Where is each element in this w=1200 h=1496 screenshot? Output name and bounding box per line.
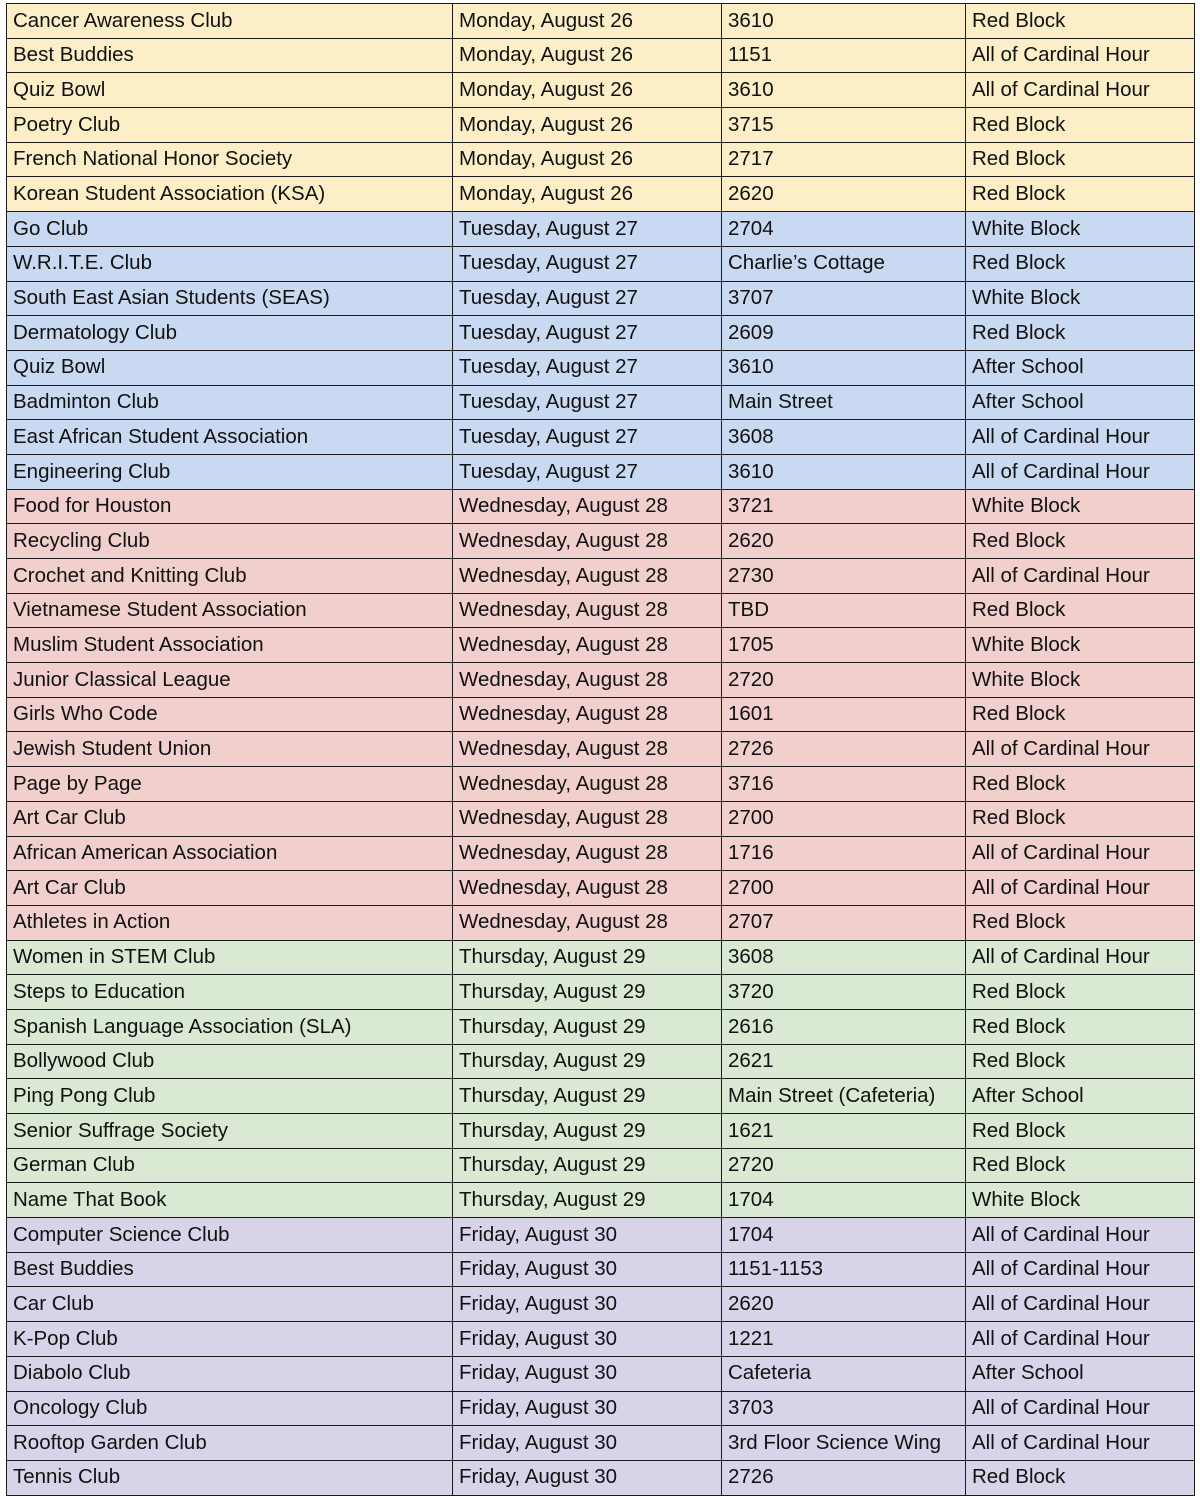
room-cell: 2616 xyxy=(722,1009,966,1044)
room-cell: 1151 xyxy=(722,38,966,73)
meeting-date-cell: Tuesday, August 27 xyxy=(453,281,722,316)
room-cell: 3716 xyxy=(722,767,966,802)
club-name-cell: Art Car Club xyxy=(7,801,453,836)
meeting-date-cell: Tuesday, August 27 xyxy=(453,212,722,247)
time-block-cell: All of Cardinal Hour xyxy=(966,73,1195,108)
time-block-cell: All of Cardinal Hour xyxy=(966,732,1195,767)
room-cell: 2717 xyxy=(722,142,966,177)
meeting-date-cell: Monday, August 26 xyxy=(453,142,722,177)
table-row xyxy=(7,732,1195,767)
table-row xyxy=(7,385,1195,420)
time-block-cell: White Block xyxy=(966,281,1195,316)
schedule-table-body xyxy=(7,4,1195,1496)
time-block-cell: All of Cardinal Hour xyxy=(966,420,1195,455)
room-cell: Main Street (Cafeteria) xyxy=(722,1079,966,1114)
table-row xyxy=(7,281,1195,316)
time-block-cell: Red Block xyxy=(966,246,1195,281)
club-name-cell: Quiz Bowl xyxy=(7,73,453,108)
time-block-cell: All of Cardinal Hour xyxy=(966,836,1195,871)
club-name-cell: Poetry Club xyxy=(7,108,453,143)
club-name-cell: Page by Page xyxy=(7,767,453,802)
meeting-date-cell: Friday, August 30 xyxy=(453,1356,722,1391)
time-block-cell: Red Block xyxy=(966,1114,1195,1149)
club-name-cell: Junior Classical League xyxy=(7,663,453,698)
meeting-date-cell: Monday, August 26 xyxy=(453,177,722,212)
meeting-date-cell: Wednesday, August 28 xyxy=(453,628,722,663)
room-cell: 1704 xyxy=(722,1183,966,1218)
time-block-cell: After School xyxy=(966,350,1195,385)
time-block-cell: All of Cardinal Hour xyxy=(966,1287,1195,1322)
time-block-cell: After School xyxy=(966,385,1195,420)
club-name-cell: Muslim Student Association xyxy=(7,628,453,663)
meeting-date-cell: Wednesday, August 28 xyxy=(453,524,722,559)
room-cell: 1705 xyxy=(722,628,966,663)
meeting-date-cell: Wednesday, August 28 xyxy=(453,905,722,940)
meeting-date-cell: Monday, August 26 xyxy=(453,4,722,39)
club-name-cell: Women in STEM Club xyxy=(7,940,453,975)
meeting-date-cell: Wednesday, August 28 xyxy=(453,801,722,836)
table-row xyxy=(7,350,1195,385)
time-block-cell: Red Block xyxy=(966,4,1195,39)
table-row xyxy=(7,454,1195,489)
table-row xyxy=(7,1287,1195,1322)
table-row xyxy=(7,905,1195,940)
club-name-cell: Senior Suffrage Society xyxy=(7,1114,453,1149)
table-row xyxy=(7,1183,1195,1218)
room-cell: 3707 xyxy=(722,281,966,316)
meeting-date-cell: Friday, August 30 xyxy=(453,1322,722,1357)
room-cell: 2720 xyxy=(722,1148,966,1183)
room-cell: TBD xyxy=(722,593,966,628)
time-block-cell: All of Cardinal Hour xyxy=(966,1426,1195,1461)
table-row xyxy=(7,697,1195,732)
time-block-cell: White Block xyxy=(966,628,1195,663)
time-block-cell: All of Cardinal Hour xyxy=(966,559,1195,594)
club-name-cell: Vietnamese Student Association xyxy=(7,593,453,628)
room-cell: 2700 xyxy=(722,871,966,906)
club-name-cell: South East Asian Students (SEAS) xyxy=(7,281,453,316)
time-block-cell: All of Cardinal Hour xyxy=(966,1252,1195,1287)
time-block-cell: Red Block xyxy=(966,801,1195,836)
table-row xyxy=(7,524,1195,559)
meeting-date-cell: Friday, August 30 xyxy=(453,1218,722,1253)
meeting-date-cell: Thursday, August 29 xyxy=(453,1079,722,1114)
table-row xyxy=(7,73,1195,108)
table-row xyxy=(7,1322,1195,1357)
club-name-cell: Crochet and Knitting Club xyxy=(7,559,453,594)
club-name-cell: East African Student Association xyxy=(7,420,453,455)
meeting-date-cell: Monday, August 26 xyxy=(453,108,722,143)
room-cell: 3721 xyxy=(722,489,966,524)
meeting-date-cell: Tuesday, August 27 xyxy=(453,454,722,489)
meeting-date-cell: Thursday, August 29 xyxy=(453,975,722,1010)
club-name-cell: W.R.I.T.E. Club xyxy=(7,246,453,281)
meeting-date-cell: Thursday, August 29 xyxy=(453,1183,722,1218)
club-name-cell: Best Buddies xyxy=(7,1252,453,1287)
table-row xyxy=(7,489,1195,524)
table-row xyxy=(7,1356,1195,1391)
club-name-cell: Badminton Club xyxy=(7,385,453,420)
club-name-cell: Athletes in Action xyxy=(7,905,453,940)
meeting-date-cell: Wednesday, August 28 xyxy=(453,559,722,594)
room-cell: 2620 xyxy=(722,1287,966,1322)
meeting-date-cell: Tuesday, August 27 xyxy=(453,420,722,455)
meeting-date-cell: Wednesday, August 28 xyxy=(453,836,722,871)
club-name-cell: Spanish Language Association (SLA) xyxy=(7,1009,453,1044)
meeting-date-cell: Thursday, August 29 xyxy=(453,1044,722,1079)
meeting-date-cell: Tuesday, August 27 xyxy=(453,316,722,351)
room-cell: 1704 xyxy=(722,1218,966,1253)
time-block-cell: Red Block xyxy=(966,905,1195,940)
time-block-cell: After School xyxy=(966,1079,1195,1114)
club-name-cell: K-Pop Club xyxy=(7,1322,453,1357)
room-cell: 3715 xyxy=(722,108,966,143)
room-cell: 2730 xyxy=(722,559,966,594)
table-row xyxy=(7,38,1195,73)
room-cell: 2620 xyxy=(722,524,966,559)
club-name-cell: Cancer Awareness Club xyxy=(7,4,453,39)
table-row xyxy=(7,940,1195,975)
room-cell: 2620 xyxy=(722,177,966,212)
meeting-date-cell: Wednesday, August 28 xyxy=(453,767,722,802)
club-name-cell: Diabolo Club xyxy=(7,1356,453,1391)
table-row xyxy=(7,767,1195,802)
club-name-cell: Oncology Club xyxy=(7,1391,453,1426)
table-row xyxy=(7,1426,1195,1461)
room-cell: 3720 xyxy=(722,975,966,1010)
room-cell: 1601 xyxy=(722,697,966,732)
room-cell: 2621 xyxy=(722,1044,966,1079)
room-cell: 3610 xyxy=(722,4,966,39)
room-cell: 3rd Floor Science Wing xyxy=(722,1426,966,1461)
time-block-cell: Red Block xyxy=(966,593,1195,628)
meeting-date-cell: Wednesday, August 28 xyxy=(453,732,722,767)
meeting-date-cell: Wednesday, August 28 xyxy=(453,593,722,628)
club-name-cell: Jewish Student Union xyxy=(7,732,453,767)
table-row xyxy=(7,177,1195,212)
room-cell: 2704 xyxy=(722,212,966,247)
club-name-cell: Korean Student Association (KSA) xyxy=(7,177,453,212)
club-name-cell: Rooftop Garden Club xyxy=(7,1426,453,1461)
time-block-cell: Red Block xyxy=(966,975,1195,1010)
table-row xyxy=(7,1079,1195,1114)
club-name-cell: Steps to Education xyxy=(7,975,453,1010)
meeting-date-cell: Monday, August 26 xyxy=(453,38,722,73)
room-cell: 2609 xyxy=(722,316,966,351)
room-cell: 2726 xyxy=(722,732,966,767)
table-row xyxy=(7,1148,1195,1183)
room-cell: 1621 xyxy=(722,1114,966,1149)
meeting-date-cell: Tuesday, August 27 xyxy=(453,246,722,281)
club-name-cell: Best Buddies xyxy=(7,38,453,73)
meeting-date-cell: Wednesday, August 28 xyxy=(453,489,722,524)
time-block-cell: All of Cardinal Hour xyxy=(966,1391,1195,1426)
room-cell: 3608 xyxy=(722,420,966,455)
time-block-cell: Red Block xyxy=(966,524,1195,559)
time-block-cell: All of Cardinal Hour xyxy=(966,38,1195,73)
meeting-date-cell: Thursday, August 29 xyxy=(453,1148,722,1183)
room-cell: 2707 xyxy=(722,905,966,940)
time-block-cell: Red Block xyxy=(966,142,1195,177)
club-name-cell: German Club xyxy=(7,1148,453,1183)
time-block-cell: Red Block xyxy=(966,767,1195,802)
room-cell: Cafeteria xyxy=(722,1356,966,1391)
time-block-cell: Red Block xyxy=(966,108,1195,143)
club-name-cell: Tennis Club xyxy=(7,1460,453,1495)
club-name-cell: Girls Who Code xyxy=(7,697,453,732)
club-name-cell: Quiz Bowl xyxy=(7,350,453,385)
club-name-cell: Bollywood Club xyxy=(7,1044,453,1079)
time-block-cell: Red Block xyxy=(966,1148,1195,1183)
room-cell: 3610 xyxy=(722,454,966,489)
club-name-cell: Art Car Club xyxy=(7,871,453,906)
time-block-cell: Red Block xyxy=(966,316,1195,351)
room-cell: 3703 xyxy=(722,1391,966,1426)
meeting-date-cell: Wednesday, August 28 xyxy=(453,663,722,698)
meeting-date-cell: Friday, August 30 xyxy=(453,1460,722,1495)
meeting-date-cell: Wednesday, August 28 xyxy=(453,871,722,906)
table-row xyxy=(7,1460,1195,1495)
table-row xyxy=(7,316,1195,351)
meeting-date-cell: Friday, August 30 xyxy=(453,1252,722,1287)
club-name-cell: Go Club xyxy=(7,212,453,247)
meeting-date-cell: Friday, August 30 xyxy=(453,1391,722,1426)
club-name-cell: French National Honor Society xyxy=(7,142,453,177)
table-row xyxy=(7,871,1195,906)
table-row xyxy=(7,975,1195,1010)
club-name-cell: African American Association xyxy=(7,836,453,871)
table-row xyxy=(7,1391,1195,1426)
club-name-cell: Name That Book xyxy=(7,1183,453,1218)
room-cell: Main Street xyxy=(722,385,966,420)
club-name-cell: Ping Pong Club xyxy=(7,1079,453,1114)
table-row xyxy=(7,1218,1195,1253)
meeting-date-cell: Tuesday, August 27 xyxy=(453,350,722,385)
room-cell: 3608 xyxy=(722,940,966,975)
time-block-cell: All of Cardinal Hour xyxy=(966,1322,1195,1357)
time-block-cell: White Block xyxy=(966,663,1195,698)
time-block-cell: Red Block xyxy=(966,1460,1195,1495)
meeting-date-cell: Friday, August 30 xyxy=(453,1287,722,1322)
time-block-cell: All of Cardinal Hour xyxy=(966,1218,1195,1253)
table-row xyxy=(7,4,1195,39)
time-block-cell: White Block xyxy=(966,489,1195,524)
meeting-date-cell: Wednesday, August 28 xyxy=(453,697,722,732)
meeting-date-cell: Friday, August 30 xyxy=(453,1426,722,1461)
room-cell: 3610 xyxy=(722,350,966,385)
club-meeting-schedule-table xyxy=(6,3,1195,1496)
club-name-cell: Food for Houston xyxy=(7,489,453,524)
table-row xyxy=(7,663,1195,698)
time-block-cell: White Block xyxy=(966,1183,1195,1218)
table-row xyxy=(7,1114,1195,1149)
time-block-cell: White Block xyxy=(966,212,1195,247)
club-name-cell: Computer Science Club xyxy=(7,1218,453,1253)
time-block-cell: Red Block xyxy=(966,177,1195,212)
room-cell: 1151-1153 xyxy=(722,1252,966,1287)
room-cell: Charlie’s Cottage xyxy=(722,246,966,281)
table-row xyxy=(7,593,1195,628)
table-row xyxy=(7,1044,1195,1079)
table-row xyxy=(7,801,1195,836)
time-block-cell: All of Cardinal Hour xyxy=(966,940,1195,975)
table-row xyxy=(7,246,1195,281)
meeting-date-cell: Thursday, August 29 xyxy=(453,1009,722,1044)
room-cell: 2720 xyxy=(722,663,966,698)
time-block-cell: Red Block xyxy=(966,697,1195,732)
room-cell: 2700 xyxy=(722,801,966,836)
table-row xyxy=(7,628,1195,663)
table-row xyxy=(7,1009,1195,1044)
club-name-cell: Recycling Club xyxy=(7,524,453,559)
club-name-cell: Car Club xyxy=(7,1287,453,1322)
club-name-cell: Dermatology Club xyxy=(7,316,453,351)
time-block-cell: All of Cardinal Hour xyxy=(966,871,1195,906)
time-block-cell: Red Block xyxy=(966,1009,1195,1044)
table-row xyxy=(7,108,1195,143)
table-row xyxy=(7,212,1195,247)
club-name-cell: Engineering Club xyxy=(7,454,453,489)
room-cell: 3610 xyxy=(722,73,966,108)
meeting-date-cell: Tuesday, August 27 xyxy=(453,385,722,420)
room-cell: 1221 xyxy=(722,1322,966,1357)
time-block-cell: After School xyxy=(966,1356,1195,1391)
time-block-cell: Red Block xyxy=(966,1044,1195,1079)
table-row xyxy=(7,559,1195,594)
table-row xyxy=(7,1252,1195,1287)
table-row xyxy=(7,836,1195,871)
room-cell: 2726 xyxy=(722,1460,966,1495)
meeting-date-cell: Thursday, August 29 xyxy=(453,940,722,975)
table-row xyxy=(7,142,1195,177)
table-row xyxy=(7,420,1195,455)
time-block-cell: All of Cardinal Hour xyxy=(966,454,1195,489)
meeting-date-cell: Thursday, August 29 xyxy=(453,1114,722,1149)
room-cell: 1716 xyxy=(722,836,966,871)
meeting-date-cell: Monday, August 26 xyxy=(453,73,722,108)
